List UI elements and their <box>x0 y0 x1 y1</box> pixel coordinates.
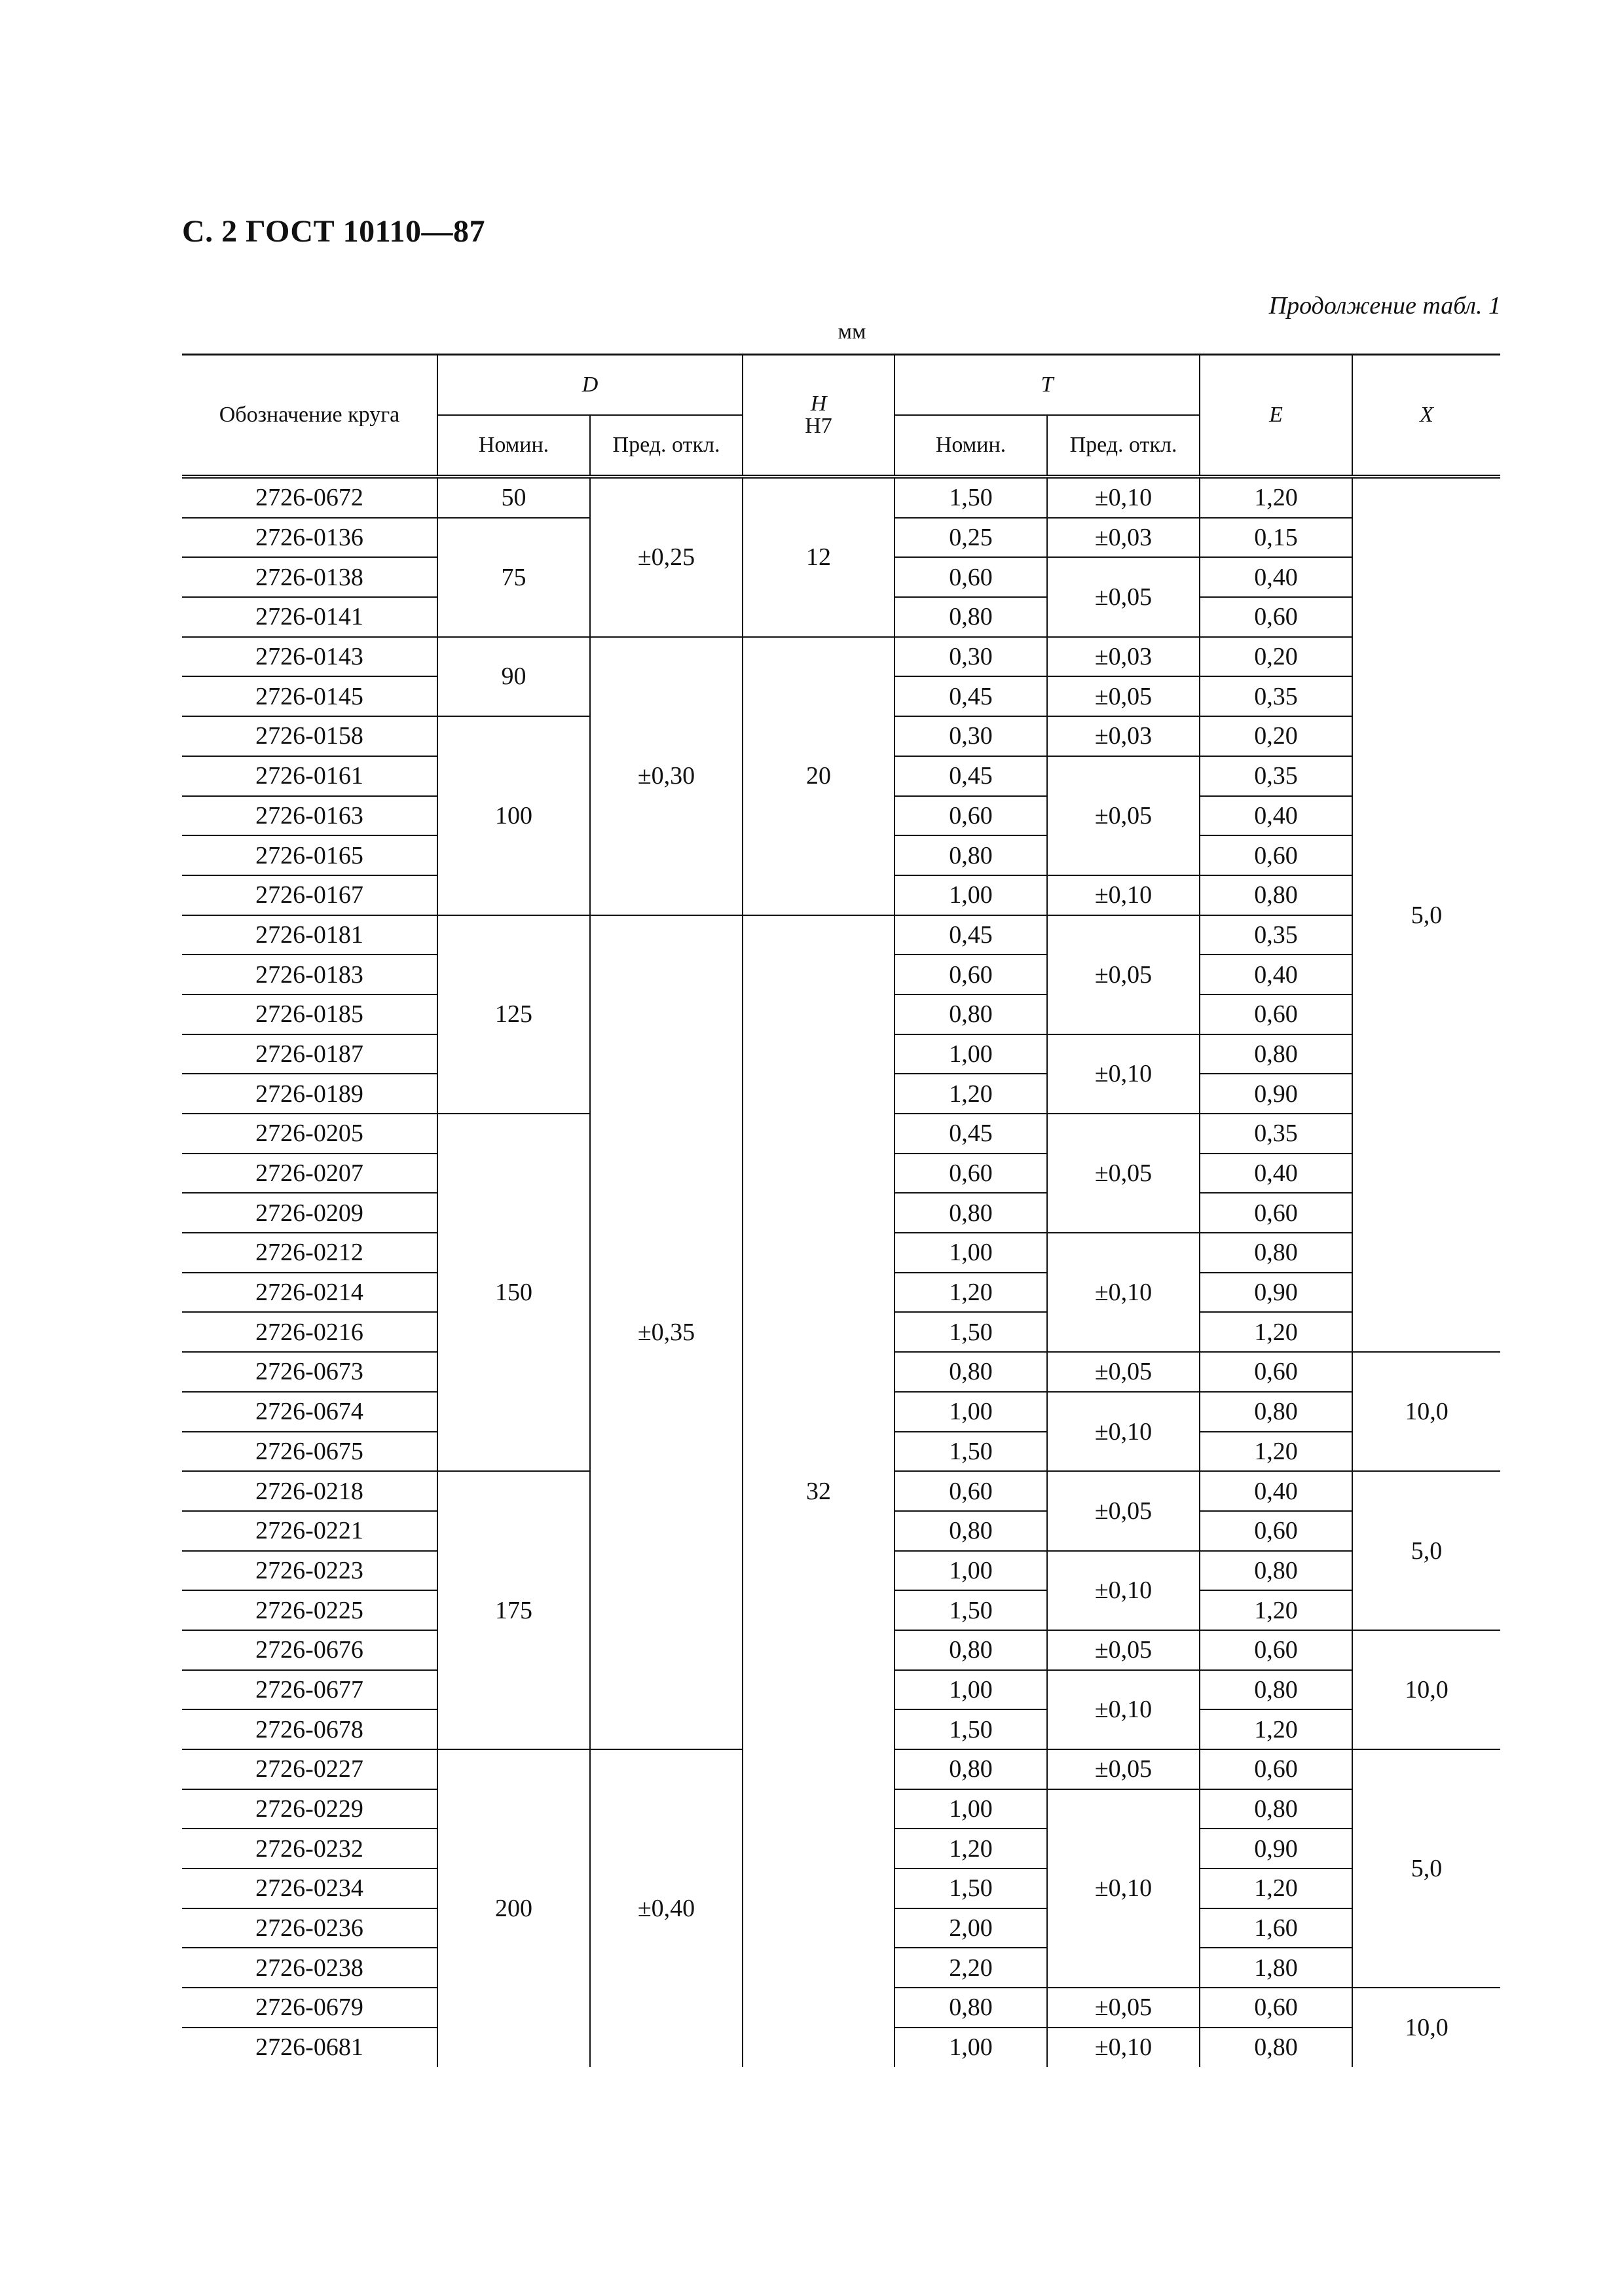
cell-t-nominal: 1,20 <box>895 1273 1047 1313</box>
cell-e: 1,20 <box>1200 1709 1352 1749</box>
column-header-h-tolerance: H7 <box>805 414 832 438</box>
cell-designation: 2726-0679 <box>182 1988 437 2028</box>
cell-e: 0,20 <box>1200 637 1352 677</box>
cell-e: 0,60 <box>1200 835 1352 875</box>
cell-e: 1,60 <box>1200 1908 1352 1948</box>
column-header-designation: Обозначение круга <box>182 355 437 477</box>
cell-t-deviation: ±0,10 <box>1047 875 1200 915</box>
cell-t-nominal: 0,80 <box>895 835 1047 875</box>
cell-x: 5,0 <box>1352 1471 1500 1630</box>
cell-e: 1,20 <box>1200 477 1352 518</box>
cell-d-nominal: 175 <box>437 1471 590 1749</box>
cell-d-nominal: 125 <box>437 915 590 1114</box>
cell-t-nominal: 1,00 <box>895 875 1047 915</box>
cell-t-deviation: ±0,05 <box>1047 1114 1200 1233</box>
column-header-d-deviation: Пред. откл. <box>590 415 743 477</box>
cell-designation: 2726-0681 <box>182 2028 437 2067</box>
cell-t-nominal: 1,00 <box>895 1551 1047 1591</box>
cell-designation: 2726-0158 <box>182 716 437 756</box>
cell-t-deviation: ±0,05 <box>1047 756 1200 875</box>
cell-t-deviation: ±0,05 <box>1047 915 1200 1034</box>
column-header-t-deviation: Пред. откл. <box>1047 415 1200 477</box>
cell-e: 1,20 <box>1200 1590 1352 1630</box>
cell-t-nominal: 1,00 <box>895 1034 1047 1074</box>
cell-x: 5,0 <box>1352 477 1500 1352</box>
cell-designation: 2726-0227 <box>182 1749 437 1789</box>
cell-t-deviation: ±0,10 <box>1047 2028 1200 2067</box>
cell-designation: 2726-0141 <box>182 597 437 637</box>
cell-designation: 2726-0185 <box>182 994 437 1034</box>
cell-designation: 2726-0223 <box>182 1551 437 1591</box>
cell-designation: 2726-0238 <box>182 1948 437 1988</box>
cell-designation: 2726-0167 <box>182 875 437 915</box>
cell-x: 10,0 <box>1352 1988 1500 2066</box>
cell-e: 1,20 <box>1200 1432 1352 1472</box>
column-header-x: X <box>1352 355 1500 477</box>
cell-t-nominal: 0,80 <box>895 1193 1047 1233</box>
cell-designation: 2726-0136 <box>182 518 437 558</box>
cell-t-nominal: 0,30 <box>895 716 1047 756</box>
cell-designation: 2726-0673 <box>182 1352 437 1392</box>
cell-h: 32 <box>743 915 895 2067</box>
cell-e: 1,80 <box>1200 1948 1352 1988</box>
cell-t-deviation: ±0,03 <box>1047 518 1200 558</box>
cell-t-nominal: 1,00 <box>895 1789 1047 1829</box>
cell-designation: 2726-0674 <box>182 1392 437 1432</box>
cell-designation: 2726-0229 <box>182 1789 437 1829</box>
column-header-t: T <box>895 355 1200 416</box>
table-row <box>182 477 1500 518</box>
specification-table <box>182 354 1500 2067</box>
cell-designation: 2726-0675 <box>182 1432 437 1472</box>
cell-d-deviation: ±0,35 <box>590 915 743 1749</box>
cell-t-nominal: 1,50 <box>895 1312 1047 1352</box>
cell-d-nominal: 200 <box>437 1749 590 2067</box>
cell-t-nominal: 0,30 <box>895 637 1047 677</box>
cell-designation: 2726-0221 <box>182 1511 437 1551</box>
cell-e: 0,80 <box>1200 1789 1352 1829</box>
cell-e: 0,90 <box>1200 1074 1352 1114</box>
cell-e: 0,60 <box>1200 1988 1352 2028</box>
cell-designation: 2726-0209 <box>182 1193 437 1233</box>
cell-t-deviation: ±0,03 <box>1047 637 1200 677</box>
cell-e: 0,35 <box>1200 1114 1352 1154</box>
cell-designation: 2726-0676 <box>182 1630 437 1670</box>
cell-e: 0,35 <box>1200 915 1352 955</box>
cell-designation: 2726-0161 <box>182 756 437 796</box>
cell-x: 10,0 <box>1352 1352 1500 1471</box>
cell-e: 1,20 <box>1200 1312 1352 1352</box>
cell-designation: 2726-0145 <box>182 676 437 716</box>
cell-x: 10,0 <box>1352 1630 1500 1749</box>
cell-t-nominal: 0,80 <box>895 1988 1047 2028</box>
cell-d-nominal: 75 <box>437 518 590 637</box>
cell-t-nominal: 0,80 <box>895 1511 1047 1551</box>
cell-t-nominal: 1,00 <box>895 2028 1047 2067</box>
cell-t-nominal: 0,80 <box>895 1630 1047 1670</box>
cell-e: 0,80 <box>1200 875 1352 915</box>
cell-t-nominal: 1,50 <box>895 1709 1047 1749</box>
cell-e: 0,40 <box>1200 955 1352 994</box>
cell-t-deviation: ±0,10 <box>1047 1551 1200 1630</box>
cell-designation: 2726-0225 <box>182 1590 437 1630</box>
cell-t-nominal: 0,80 <box>895 1352 1047 1392</box>
cell-d-deviation: ±0,30 <box>590 637 743 915</box>
cell-e: 0,80 <box>1200 1670 1352 1710</box>
cell-h: 12 <box>743 477 895 637</box>
cell-e: 0,40 <box>1200 1471 1352 1511</box>
cell-e: 0,40 <box>1200 1154 1352 1194</box>
cell-e: 0,80 <box>1200 1233 1352 1273</box>
cell-e: 0,60 <box>1200 1749 1352 1789</box>
cell-t-deviation: ±0,05 <box>1047 1352 1200 1392</box>
cell-designation: 2726-0189 <box>182 1074 437 1114</box>
cell-t-nominal: 1,20 <box>895 1074 1047 1114</box>
cell-t-nominal: 0,60 <box>895 955 1047 994</box>
cell-e: 0,90 <box>1200 1829 1352 1868</box>
cell-t-nominal: 0,45 <box>895 1114 1047 1154</box>
cell-t-nominal: 0,80 <box>895 597 1047 637</box>
cell-t-deviation: ±0,05 <box>1047 676 1200 716</box>
cell-t-deviation: ±0,10 <box>1047 1789 1200 1988</box>
cell-t-nominal: 0,80 <box>895 994 1047 1034</box>
cell-e: 0,40 <box>1200 557 1352 597</box>
cell-h: 20 <box>743 637 895 915</box>
cell-t-nominal: 1,00 <box>895 1233 1047 1273</box>
cell-t-nominal: 0,60 <box>895 1471 1047 1511</box>
cell-t-deviation: ±0,10 <box>1047 477 1200 518</box>
cell-d-nominal: 50 <box>437 477 590 518</box>
cell-t-nominal: 0,60 <box>895 796 1047 836</box>
cell-x: 5,0 <box>1352 1749 1500 1988</box>
unit-label: мм <box>838 319 866 344</box>
cell-t-deviation: ±0,10 <box>1047 1392 1200 1471</box>
cell-designation: 2726-0236 <box>182 1908 437 1948</box>
cell-designation: 2726-0207 <box>182 1154 437 1194</box>
column-header-d: D <box>437 355 743 416</box>
cell-e: 0,20 <box>1200 716 1352 756</box>
cell-designation: 2726-0234 <box>182 1868 437 1908</box>
cell-e: 0,35 <box>1200 756 1352 796</box>
cell-e: 0,60 <box>1200 1511 1352 1551</box>
cell-t-deviation: ±0,10 <box>1047 1034 1200 1114</box>
cell-t-nominal: 0,60 <box>895 1154 1047 1194</box>
cell-e: 0,60 <box>1200 1630 1352 1670</box>
cell-e: 0,80 <box>1200 1551 1352 1591</box>
cell-d-nominal: 150 <box>437 1114 590 1471</box>
cell-e: 0,60 <box>1200 1193 1352 1233</box>
cell-d-nominal: 90 <box>437 637 590 716</box>
cell-t-nominal: 1,00 <box>895 1670 1047 1710</box>
cell-e: 0,80 <box>1200 1034 1352 1074</box>
cell-designation: 2726-0205 <box>182 1114 437 1154</box>
cell-designation: 2726-0218 <box>182 1471 437 1511</box>
cell-e: 0,40 <box>1200 796 1352 836</box>
cell-t-deviation: ±0,05 <box>1047 1630 1200 1670</box>
cell-t-nominal: 1,50 <box>895 477 1047 518</box>
table-header <box>182 355 1500 477</box>
column-header-h-symbol: H <box>810 392 827 416</box>
column-header-e: E <box>1200 355 1352 477</box>
cell-designation: 2726-0677 <box>182 1670 437 1710</box>
cell-designation: 2726-0143 <box>182 637 437 677</box>
cell-t-nominal: 2,20 <box>895 1948 1047 1988</box>
column-header-d-nominal: Номин. <box>437 415 590 477</box>
cell-t-nominal: 0,45 <box>895 756 1047 796</box>
cell-t-nominal: 1,50 <box>895 1432 1047 1472</box>
page-header: С. 2 ГОСТ 10110—87 <box>182 214 485 249</box>
cell-t-nominal: 1,00 <box>895 1392 1047 1432</box>
cell-designation: 2726-0216 <box>182 1312 437 1352</box>
cell-designation: 2726-0232 <box>182 1829 437 1868</box>
cell-designation: 2726-0678 <box>182 1709 437 1749</box>
cell-e: 0,80 <box>1200 1392 1352 1432</box>
table-caption: Продолжение табл. 1 <box>1268 292 1501 319</box>
cell-e: 0,80 <box>1200 2028 1352 2067</box>
cell-t-deviation: ±0,10 <box>1047 1233 1200 1352</box>
cell-d-deviation: ±0,40 <box>590 1749 743 2067</box>
cell-d-nominal: 100 <box>437 716 590 915</box>
table-body <box>182 477 1500 2067</box>
column-header-h <box>743 355 895 477</box>
cell-t-deviation: ±0,10 <box>1047 1670 1200 1749</box>
cell-t-nominal: 0,25 <box>895 518 1047 558</box>
table-row <box>182 637 1500 677</box>
cell-t-nominal: 0,60 <box>895 557 1047 597</box>
cell-designation: 2726-0181 <box>182 915 437 955</box>
cell-t-deviation: ±0,05 <box>1047 1471 1200 1550</box>
cell-designation: 2726-0187 <box>182 1034 437 1074</box>
cell-designation: 2726-0165 <box>182 835 437 875</box>
cell-t-nominal: 1,50 <box>895 1590 1047 1630</box>
cell-designation: 2726-0138 <box>182 557 437 597</box>
cell-e: 1,20 <box>1200 1868 1352 1908</box>
cell-designation: 2726-0212 <box>182 1233 437 1273</box>
cell-e: 0,35 <box>1200 676 1352 716</box>
cell-t-nominal: 1,20 <box>895 1829 1047 1868</box>
cell-e: 0,15 <box>1200 518 1352 558</box>
cell-e: 0,60 <box>1200 597 1352 637</box>
cell-t-nominal: 0,45 <box>895 676 1047 716</box>
cell-designation: 2726-0183 <box>182 955 437 994</box>
column-header-t-nominal: Номин. <box>895 415 1047 477</box>
cell-t-deviation: ±0,05 <box>1047 1988 1200 2028</box>
cell-t-nominal: 0,80 <box>895 1749 1047 1789</box>
cell-t-deviation: ±0,05 <box>1047 557 1200 636</box>
cell-t-nominal: 0,45 <box>895 915 1047 955</box>
cell-e: 0,60 <box>1200 994 1352 1034</box>
cell-t-nominal: 2,00 <box>895 1908 1047 1948</box>
cell-t-nominal: 1,50 <box>895 1868 1047 1908</box>
cell-e: 0,90 <box>1200 1273 1352 1313</box>
cell-designation: 2726-0214 <box>182 1273 437 1313</box>
cell-t-deviation: ±0,03 <box>1047 716 1200 756</box>
cell-designation: 2726-0163 <box>182 796 437 836</box>
cell-e: 0,60 <box>1200 1352 1352 1392</box>
cell-t-deviation: ±0,05 <box>1047 1749 1200 1789</box>
cell-designation: 2726-0672 <box>182 477 437 518</box>
cell-d-deviation: ±0,25 <box>590 477 743 637</box>
table-row <box>182 915 1500 955</box>
